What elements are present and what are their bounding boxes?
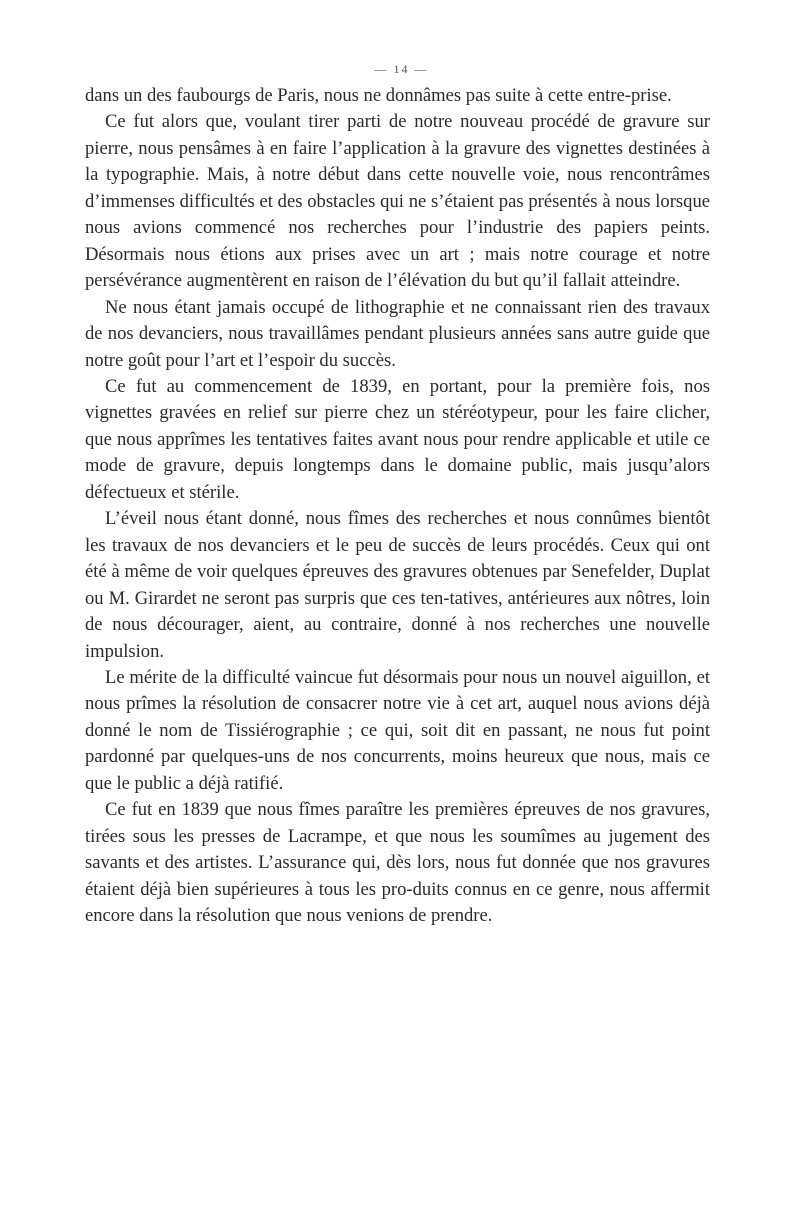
paragraph-continuation: dans un des faubourgs de Paris, nous ne donnâmes pas suite à cette entre-prise.: [85, 85, 672, 106]
paragraph: Ne nous étant jamais occupé de lithographie et ne connaissant rien des travaux de nos devanciers, nous travaillâmes pendant plusieurs années sans autre guide que notre goût pour l’art et l’espoir du succès.: [85, 296, 710, 371]
body-text: [85, 83, 710, 930]
page-number: — 14 —: [374, 62, 429, 76]
paragraph: L’éveil nous étant donné, nous fîmes des recherches et nous connûmes bientôt les travaux de nos devanciers et le peu de succès de leurs procédés. Ceux qui ont été à même de voir quelques épreuves des gravures obtenues par Senefelder, Duplat ou M. Girardet ne seront pas surpris que ces ten-tatives, antérieures aux nôtres, loin de nous décourager, aient, au contraire, donné à nos recherches une nouvelle impulsion.: [85, 508, 710, 662]
paragraph: Ce fut en 1839 que nous fîmes paraître les premières épreuves de nos gravures, tirées sous les presses de Lacrampe, et que nous les soumîmes au jugement des savants et des artistes. L’assurance qui, dès lors, nous fut donnée que nos gravures étaient déjà bien supérieures à tous les pro-duits connus en ce genre, nous affermit encore dans la résolution que nous venions de prendre.: [85, 799, 710, 927]
book-page: [85, 62, 710, 930]
paragraph: Le mérite de la difficulté vaincue fut désormais pour nous un nouvel aiguillon, et nous prîmes la résolution de consacrer notre vie à cet art, auquel nous avions déjà donné le nom de Tissiérographie ; ce qui, soit dit en passant, ne nous fut point pardonné par quelques-uns de nos concurrents, moins heureux que nous, mais ce que le public a déjà ratifié.: [85, 666, 710, 794]
paragraph: Ce fut au commencement de 1839, en portant, pour la première fois, nos vignettes gravées en relief sur pierre chez un stéréotypeur, pour les faire clicher, que nous apprîmes les tentatives faites avant nous pour rendre applicable et utile ce mode de gravure, depuis longtemps dans le domaine public, mais jusqu’alors défectueux et stérile.: [85, 375, 710, 503]
paragraph: Ce fut alors que, voulant tirer parti de notre nouveau procédé de gravure sur pierre, nous pensâmes à en faire l’application à la gravure des vignettes destinées à la typographie. Mais, à notre début dans cette nouvelle voie, nous rencontrâmes d’immenses difficultés et des obstacles qui ne s’étaient pas présentés à nous lorsque nous avions commencé nos recherches pour l’industrie des papiers peints. Désormais nous étions aux prises avec un art ; mais notre courage et notre persévérance augmentèrent en raison de l’élévation du but qu’il fallait atteindre.: [85, 111, 710, 292]
